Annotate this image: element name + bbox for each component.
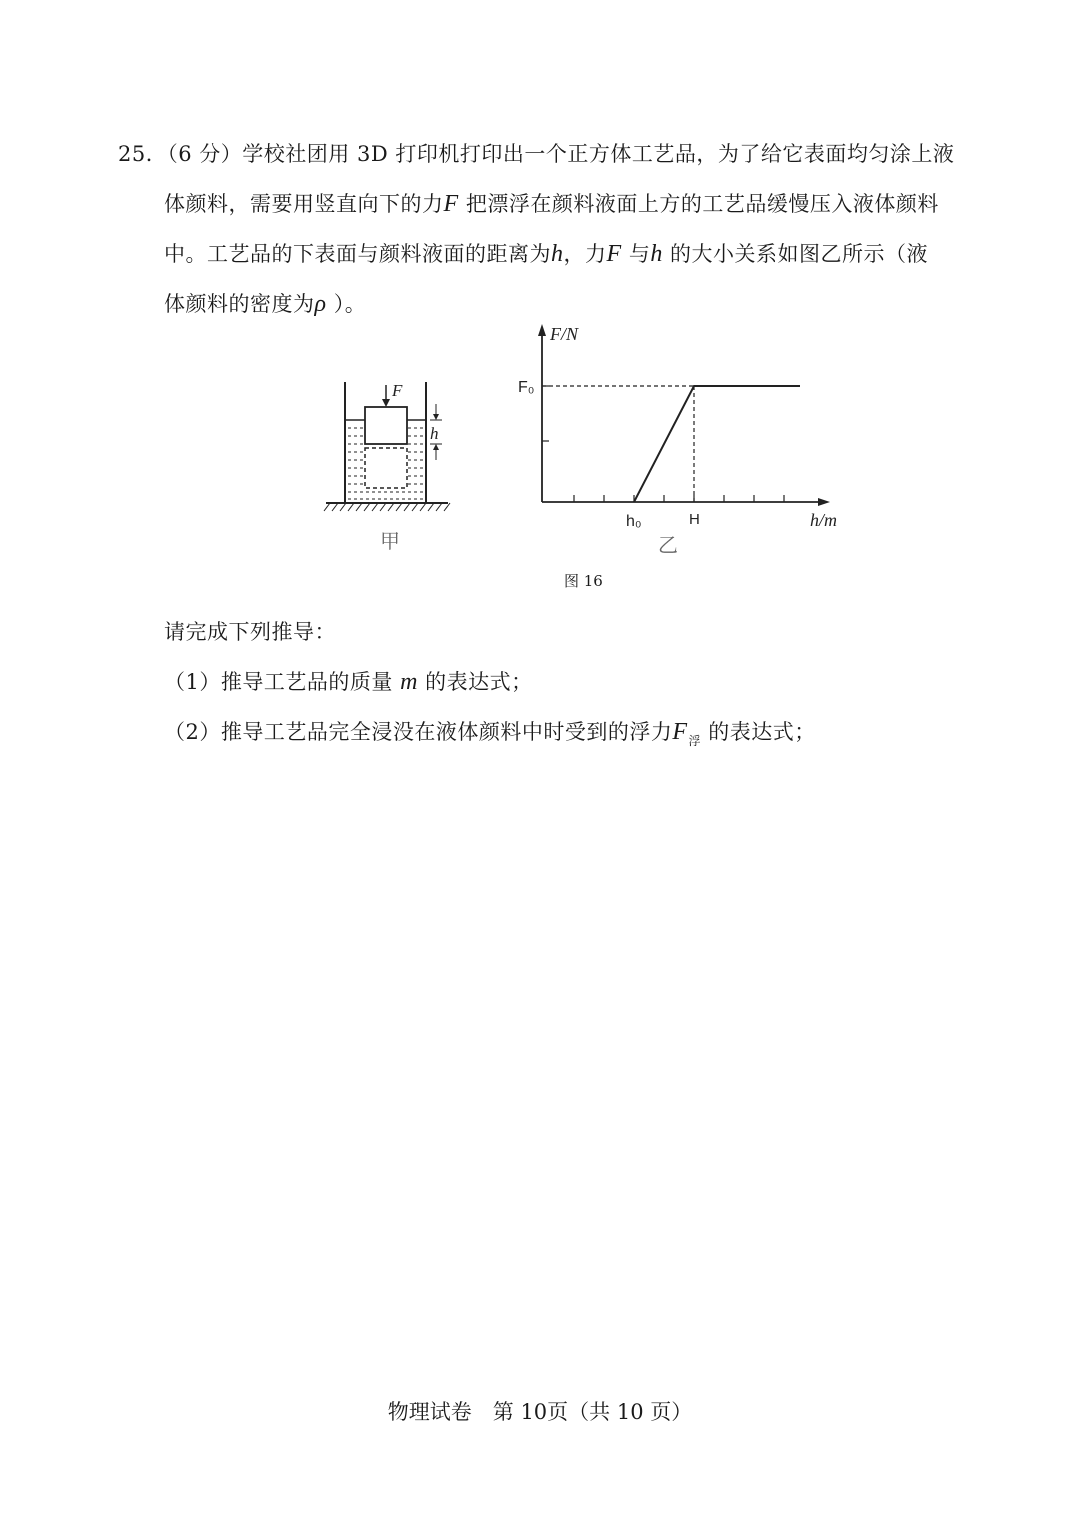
- x-axis-arrowhead: [818, 498, 830, 506]
- series-line: [634, 386, 800, 502]
- diagram-jia: [324, 382, 450, 511]
- var-h: h: [551, 241, 564, 267]
- task-item-2: （2）推导工艺品完全浸没在液体颜料中时受到的浮力$F_浮$ 的表达式；: [164, 719, 816, 748]
- task-item-1: （1）推导工艺品的质量 m 的表达式；: [164, 669, 533, 695]
- subscript-fu: 浮: [688, 734, 702, 748]
- tasks-intro: 请完成下列推导：: [164, 620, 336, 644]
- var-F: F: [443, 191, 459, 217]
- question-number: 25．: [118, 142, 168, 166]
- caption-yi: 乙: [658, 533, 678, 557]
- page-footer: 物理试卷 第 10页（共 10 页）: [387, 1400, 693, 1424]
- y-axis-label: F/N: [550, 324, 579, 344]
- var-F-buoyant: F: [672, 719, 688, 745]
- submerged-cube-outline: [365, 448, 407, 488]
- y-tick-F0: F₀: [518, 379, 535, 396]
- question-line-1: [118, 138, 954, 168]
- x-tick-h0: h₀: [626, 513, 642, 530]
- question-line-4: 体颜料的密度为ρ ）。: [164, 291, 367, 317]
- var-F: F: [606, 241, 622, 267]
- h-label: h: [430, 424, 439, 443]
- figure-caption: 图 16: [564, 572, 603, 590]
- force-arrowhead: [382, 399, 390, 407]
- question-score: （6 分）: [167, 142, 243, 166]
- question-text-1: 学校社团用 3D 打印机打印出一个正方体工艺品，为了给它表面均匀涂上液: [242, 142, 955, 166]
- y-axis-arrowhead: [538, 324, 546, 336]
- ground-hatching: [324, 503, 450, 511]
- graph-yi: [538, 324, 830, 506]
- question-line-2: 体颜料，需要用竖直向下的力F 把漂浮在颜料液面上方的工艺品缓慢压入液体颜料: [164, 191, 939, 217]
- x-axis-label: h/m: [810, 510, 837, 530]
- var-h: h: [650, 241, 663, 267]
- question-line-3: 中。工艺品的下表面与颜料液面的距离为h，力F 与h 的大小关系如图乙所示（液: [164, 241, 929, 267]
- caption-jia: 甲: [380, 529, 400, 553]
- floating-cube: [365, 407, 407, 444]
- x-tick-H: H: [689, 511, 700, 528]
- var-m: m: [400, 669, 418, 695]
- var-rho: ρ: [314, 291, 327, 317]
- figure-16: [318, 320, 858, 565]
- force-label: F: [392, 381, 403, 400]
